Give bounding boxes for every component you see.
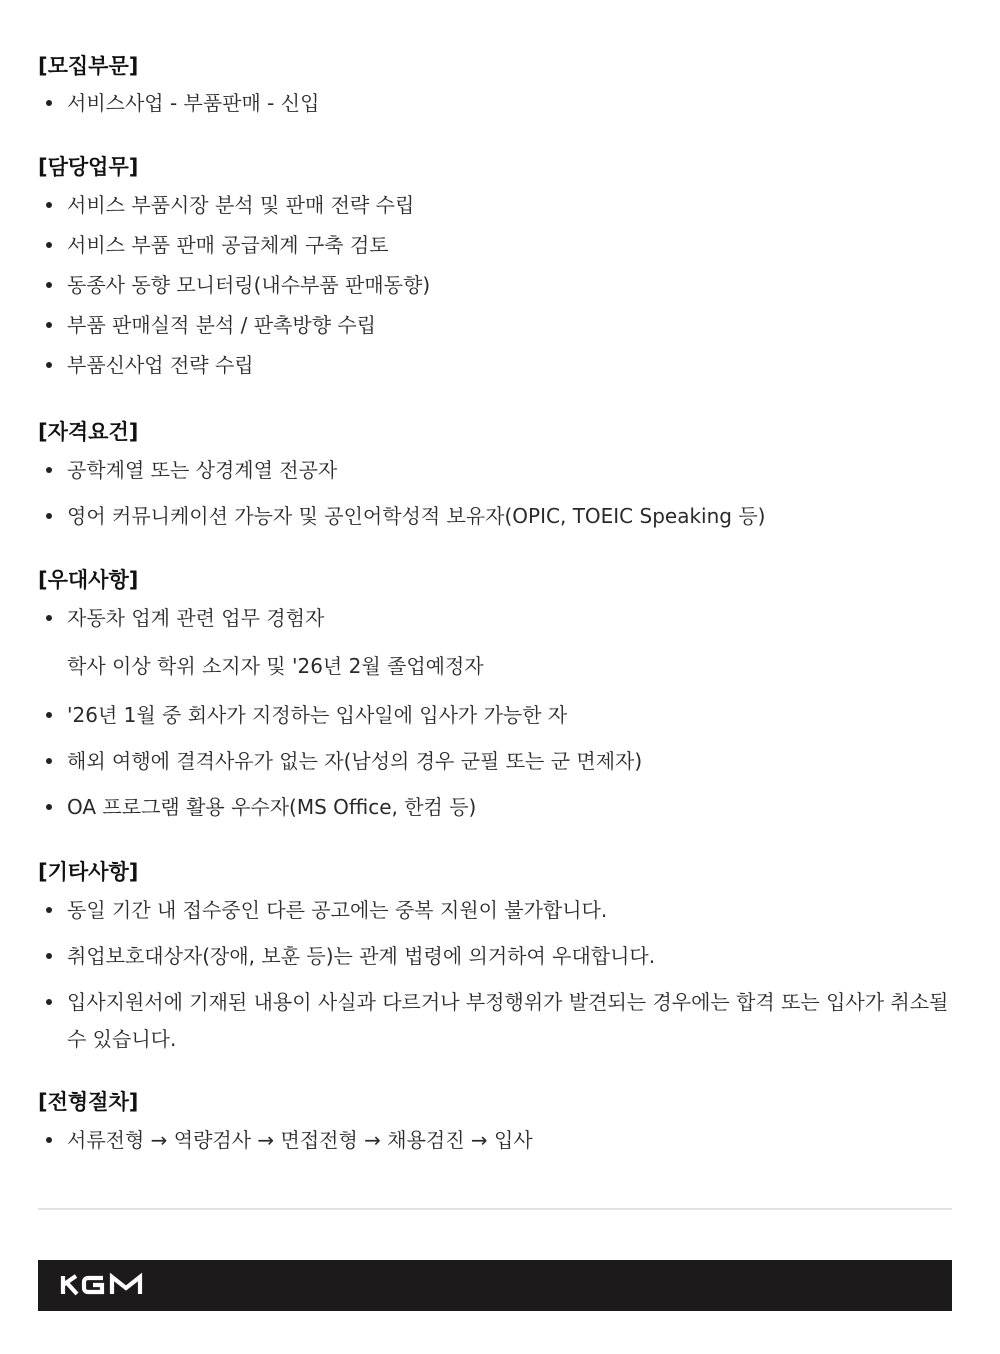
list-item: 자동차 업계 관련 업무 경험자 [38,600,952,637]
list-item: 서비스 부품 판매 공급체계 구축 검토 [38,227,952,264]
list-item: OA 프로그램 활용 우수자(MS Office, 한컴 등) [38,789,952,826]
list-item: 해외 여행에 결격사유가 없는 자(남성의 경우 군필 또는 군 면제자) [38,743,952,780]
cutoff-list-item [38,654,952,680]
section-heading: [모집부문] [38,54,139,78]
section-qualifications [38,418,952,544]
section-heading: [기타사항] [38,860,139,884]
duties-list [38,187,952,384]
section-process [38,1088,952,1168]
footer-divider [38,1208,952,1210]
process-list [38,1122,952,1159]
section-preferred-continued [38,697,952,835]
kgm-logo [60,1273,160,1297]
recruit-list [38,85,952,122]
preferred-list [38,600,952,637]
preferred-list-continued [38,697,952,826]
section-heading: [담당업무] [38,155,139,179]
footer-banner [38,1260,952,1311]
section-etc [38,858,952,1067]
list-item: 입사지원서에 기재된 내용이 사실과 다르거나 부정행위가 발견되는 경우에는 합격 또는 입사가 취소될 수 있습니다. [38,984,952,1058]
list-item: 취업보호대상자(장애, 보훈 등)는 관계 법령에 의거하여 우대합니다. [38,938,952,975]
list-item: '26년 1월 중 회사가 지정하는 입사일에 입사가 가능한 자 [38,697,952,734]
section-duties [38,153,952,387]
etc-list [38,892,952,1058]
qualifications-list [38,452,952,535]
list-item: 서비스사업 - 부품판매 - 신입 [38,85,952,122]
list-item: 공학계열 또는 상경계열 전공자 [38,452,952,489]
section-heading: [전형절차] [38,1090,139,1114]
list-item: 서비스 부품시장 분석 및 판매 전략 수립 [38,187,952,224]
list-item: 서류전형 → 역량검사 → 면접전형 → 채용검진 → 입사 [38,1122,952,1159]
list-item: 동일 기간 내 접수중인 다른 공고에는 중복 지원이 불가합니다. [38,892,952,929]
cutoff-item-text: 학사 이상 학위 소지자 및 '26년 2월 졸업예정자 [67,654,484,678]
list-item: 동종사 동향 모니터링(내수부품 판매동향) [38,267,952,304]
list-item: 부품 판매실적 분석 / 판촉방향 수립 [38,307,952,344]
list-item: 부품신사업 전략 수립 [38,347,952,384]
section-recruit [38,52,952,131]
section-heading: [자격요건] [38,420,139,444]
list-item: 영어 커뮤니케이션 가능자 및 공인어학성적 보유자(OPIC, TOEIC Speaking 등) [38,498,952,535]
section-preferred [38,566,952,646]
section-heading: [우대사항] [38,568,139,592]
